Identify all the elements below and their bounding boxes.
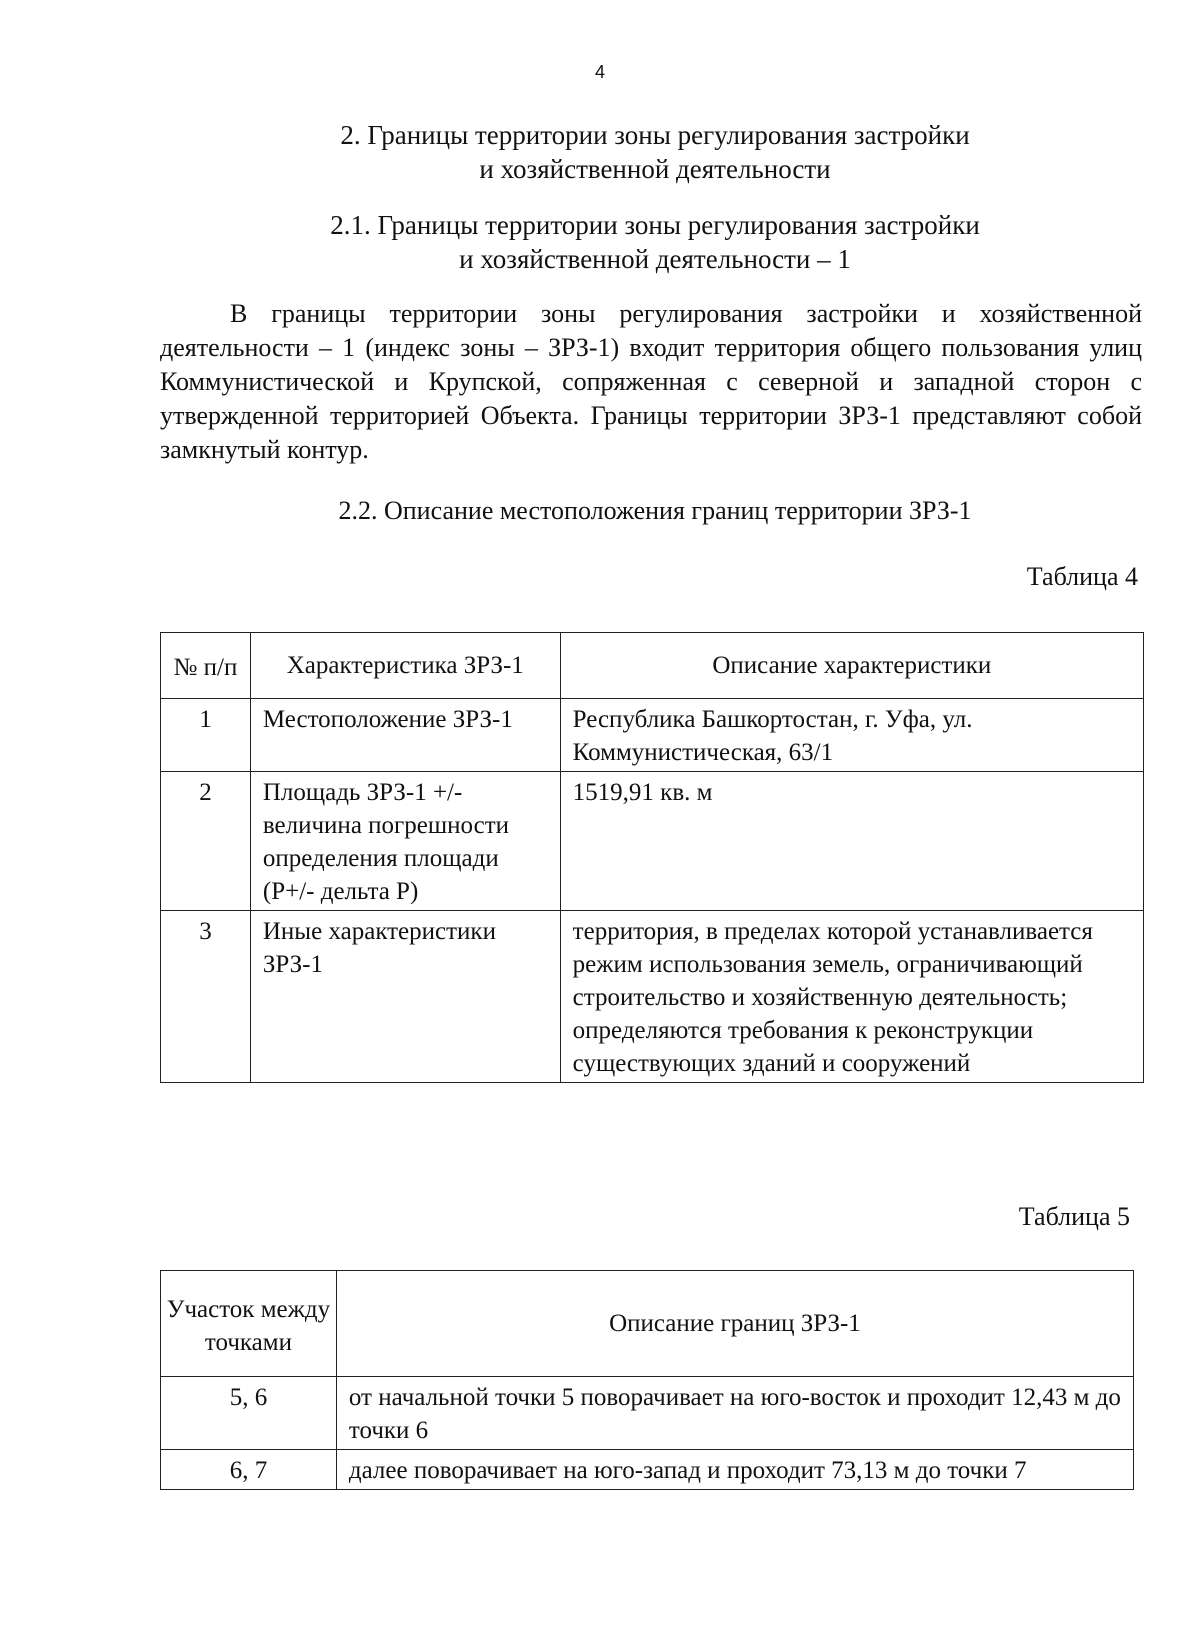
table-5-caption: Таблица 5 bbox=[1018, 1202, 1130, 1231]
table-4-caption: Таблица 4 bbox=[1026, 562, 1138, 591]
row-description: Республика Башкортостан, г. Уфа, ул. Коммунистическая, 63/1 bbox=[560, 699, 1143, 772]
table-row bbox=[161, 1377, 1134, 1450]
header-segment: Участок между точками bbox=[161, 1271, 337, 1377]
row-boundary-description: далее поворачивает на юго-запад и проходит 73,13 м до точки 7 bbox=[336, 1450, 1133, 1490]
subsection-heading bbox=[0, 208, 1200, 276]
row-segment: 5, 6 bbox=[161, 1377, 337, 1450]
row-number: 3 bbox=[161, 911, 251, 1083]
page-number: 4 bbox=[594, 62, 605, 82]
table-header-row bbox=[161, 633, 1144, 699]
subsection-heading-2-2: 2.2. Описание местоположения границ территории ЗРЗ-1 bbox=[338, 496, 972, 525]
header-number: № п/п bbox=[161, 633, 251, 699]
row-characteristic: Иные характеристики ЗРЗ-1 bbox=[250, 911, 560, 1083]
table-row bbox=[161, 699, 1144, 772]
subsection-heading-line-2: и хозяйственной деятельности – 1 bbox=[459, 244, 851, 274]
body-paragraph: В границы территории зоны регулирования застройки и хозяйственной деятельности – 1 (индекс зоны – ЗРЗ-1) входит территория общего пользования улиц Коммунистической и Крупской, сопряженная с северной и западной сторон с утвержденной территорией Объекта. Границы территории ЗРЗ-1 представляют собой замкнутый контур. bbox=[160, 299, 1142, 464]
table-row bbox=[161, 911, 1144, 1083]
row-description: 1519,91 кв. м bbox=[560, 772, 1143, 911]
row-segment: 6, 7 bbox=[161, 1450, 337, 1490]
table-header-row bbox=[161, 1271, 1134, 1377]
row-characteristic: Площадь ЗРЗ-1 +/- величина погрешности определения площади (P+/- дельта P) bbox=[250, 772, 560, 911]
row-number: 1 bbox=[161, 699, 251, 772]
row-characteristic: Местоположение ЗРЗ-1 bbox=[250, 699, 560, 772]
row-number: 2 bbox=[161, 772, 251, 911]
section-heading-line-2: и хозяйственной деятельности bbox=[479, 154, 831, 184]
table-row bbox=[161, 1450, 1134, 1490]
section-heading bbox=[0, 118, 1200, 186]
table-row bbox=[161, 772, 1144, 911]
table-5 bbox=[160, 1270, 1134, 1490]
row-boundary-description: от начальной точки 5 поворачивает на юго-восток и проходит 12,43 м до точки 6 bbox=[336, 1377, 1133, 1450]
header-boundary-description: Описание границ ЗРЗ-1 bbox=[336, 1271, 1133, 1377]
table-4 bbox=[160, 632, 1144, 1083]
header-characteristic: Характеристика ЗРЗ-1 bbox=[250, 633, 560, 699]
header-description: Описание характеристики bbox=[560, 633, 1143, 699]
section-heading-line-1: 2. Границы территории зоны регулирования застройки bbox=[340, 120, 970, 150]
row-description: территория, в пределах которой устанавливается режим использования земель, ограничивающий строительство и хозяйственную деятельность; определяются требования к реконструкции существующих зданий и сооружений bbox=[560, 911, 1143, 1083]
subsection-heading-line-1: 2.1. Границы территории зоны регулирования застройки bbox=[330, 210, 980, 240]
